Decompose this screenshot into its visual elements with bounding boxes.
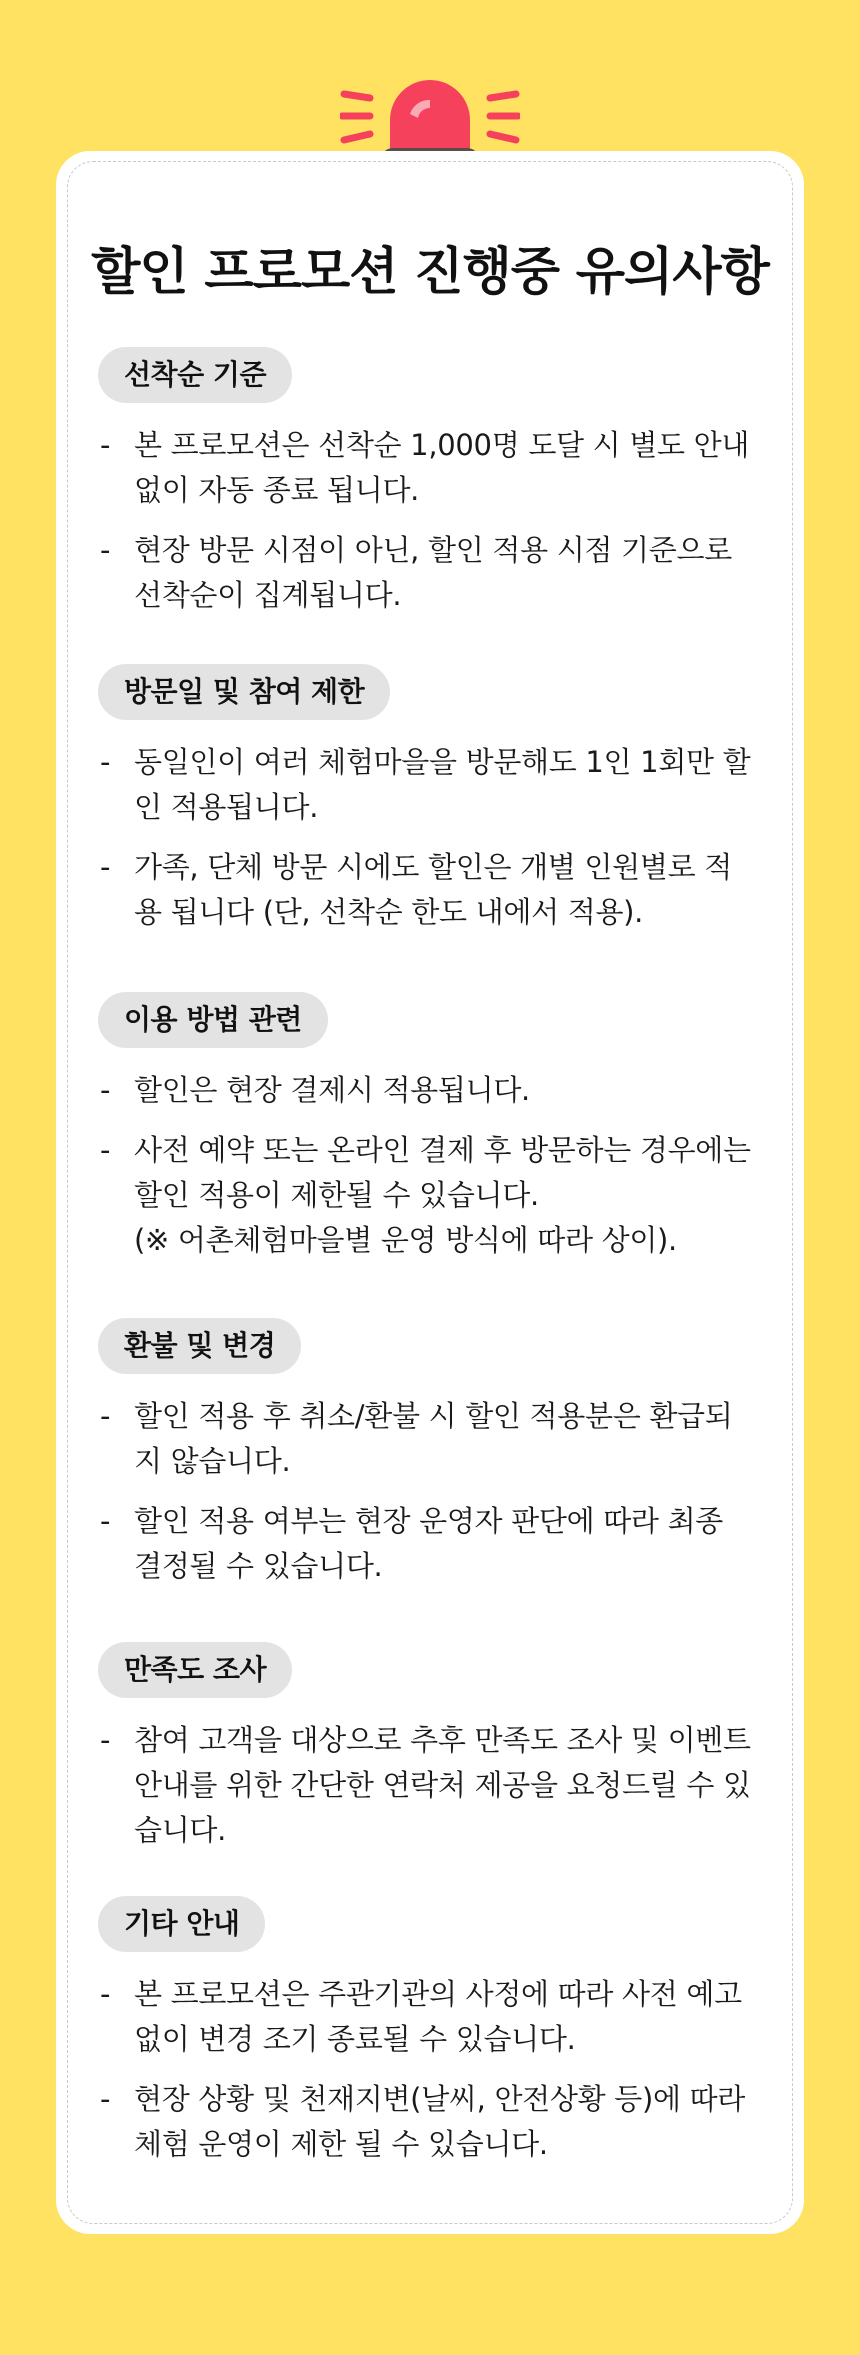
section-usage [98, 992, 758, 1278]
list-item: - 동일인이 여러 체험마을을 방문해도 1인 1회만 할인 적용됩니다. [98, 740, 758, 830]
list-item: - 본 프로모션은 주관기관의 사정에 따라 사전 예고 없이 변경 조기 종료될 수 있습니다. [98, 1972, 758, 2062]
section-heading: 환불 및 변경 [98, 1318, 301, 1374]
list-item: - 할인 적용 여부는 현장 운영자 판단에 따라 최종 결정될 수 있습니다. [98, 1499, 758, 1589]
section-heading: 방문일 및 참여 제한 [98, 664, 390, 720]
list-item: - 참여 고객을 대상으로 추후 만족도 조사 및 이벤트 안내를 위한 간단한 연락처 제공을 요청드릴 수 있습니다. [98, 1718, 758, 1853]
list-item-note: (※ 어촌체험마을별 운영 방식에 따라 상이). [134, 1223, 677, 1257]
page-title: 할인 프로모션 진행중 유의사항 [91, 243, 769, 302]
section-etc [98, 1896, 758, 2182]
list-item: - 할인은 현장 결제시 적용됩니다. [98, 1068, 758, 1113]
section-heading: 선착순 기준 [98, 347, 292, 403]
item-list [98, 423, 758, 618]
item-list [98, 1394, 758, 1589]
section-visit-limit [98, 664, 758, 950]
item-list [98, 740, 758, 935]
item-list [98, 1068, 758, 1263]
section-first-come [98, 347, 758, 633]
section-heading: 기타 안내 [98, 1896, 265, 1952]
list-item: - 현장 상황 및 천재지변(날씨, 안전상황 등)에 따라 체험 운영이 제한 될 수 있습니다. [98, 2077, 758, 2167]
list-item: - 현장 방문 시점이 아닌, 할인 적용 시점 기준으로 선착순이 집계됩니다. [98, 528, 758, 618]
list-item [98, 1128, 758, 1263]
list-item-text: 사전 예약 또는 온라인 결제 후 방문하는 경우에는 할인 적용이 제한될 수 있습니다. [134, 1133, 751, 1212]
item-list [98, 1972, 758, 2167]
list-item: - 본 프로모션은 선착순 1,000명 도달 시 별도 안내 없이 자동 종료 됩니다. [98, 423, 758, 513]
section-survey [98, 1642, 758, 1868]
section-refund [98, 1318, 758, 1604]
section-heading: 만족도 조사 [98, 1642, 292, 1698]
item-list [98, 1718, 758, 1853]
section-heading: 이용 방법 관련 [98, 992, 328, 1048]
list-item: - 가족, 단체 방문 시에도 할인은 개별 인원별로 적용 됩니다 (단, 선착순 한도 내에서 적용). [98, 845, 758, 935]
list-item: - 할인 적용 후 취소/환불 시 할인 적용분은 환급되지 않습니다. [98, 1394, 758, 1484]
